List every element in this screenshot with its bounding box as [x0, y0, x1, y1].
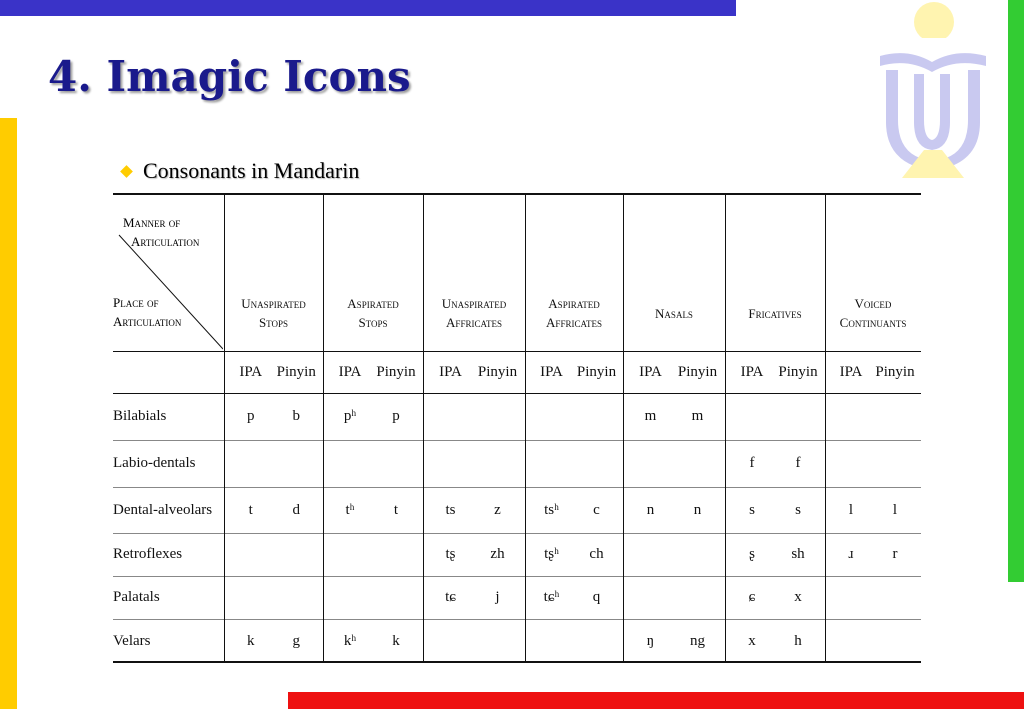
right-accent-bar — [1008, 0, 1024, 582]
manner-header-line: Aspirated — [347, 296, 399, 311]
pinyin-cell: d — [292, 501, 300, 518]
subheader-ipa: IPA — [338, 363, 362, 380]
ipa-cell — [226, 440, 276, 487]
manner-header-line: Affricates — [546, 315, 602, 330]
manner-header — [725, 285, 825, 341]
slide-title: 4. Imagic Icons — [48, 52, 411, 101]
pinyin-cell — [371, 440, 421, 487]
table-column-rule — [224, 193, 225, 663]
manner-header-line: Continuants — [839, 315, 907, 330]
pinyin-cell — [472, 440, 523, 487]
ipa-cell — [425, 393, 476, 440]
ipa-cell: tɕ — [445, 589, 456, 605]
ipa-cell — [226, 576, 276, 619]
pinyin-cell: s — [795, 501, 801, 518]
pinyin-cell — [272, 440, 322, 487]
subheader-pinyin: Pinyin — [576, 363, 617, 380]
ipa-cell: tʂ — [445, 546, 456, 562]
ipa-cell: m — [644, 408, 657, 424]
table-column-rule — [525, 193, 526, 663]
subheader-ipa: IPA — [239, 363, 263, 380]
subheader-ipa: IPA — [439, 363, 462, 380]
place-label: Velars — [113, 632, 151, 649]
corner-place-line-1: Place of — [113, 295, 159, 310]
ipa-cell: l — [848, 501, 854, 518]
table-column-rule — [423, 193, 424, 663]
ipa-cell: ʂ — [749, 546, 755, 562]
manner-header-line: Unaspirated — [241, 296, 306, 311]
diamond-bullet-icon — [120, 165, 133, 178]
ipa-cell — [625, 440, 676, 487]
ipa-cell: x — [748, 632, 756, 649]
subheader-pinyin: Pinyin — [875, 363, 915, 380]
pinyin-cell: ch — [589, 546, 604, 562]
manner-header — [323, 285, 423, 341]
pinyin-cell: m — [691, 408, 704, 424]
pinyin-cell: ng — [690, 632, 705, 649]
ipa-cell — [625, 576, 676, 619]
pinyin-cell: x — [794, 589, 802, 605]
pinyin-cell: r — [892, 546, 898, 562]
ipa-cell: tɕʰ — [543, 589, 560, 605]
subheader-pinyin: Pinyin — [677, 363, 718, 380]
ipa-cell: p — [247, 408, 255, 424]
consonant-table — [113, 193, 921, 663]
pinyin-cell: n — [693, 501, 702, 518]
pinyin-cell — [672, 576, 723, 619]
ipa-cell: k — [247, 632, 255, 649]
ipa-cell — [527, 619, 576, 663]
pinyin-cell: f — [795, 455, 801, 471]
corner-place-line-2: Articulation — [113, 314, 182, 329]
subheader-pinyin: Pinyin — [477, 363, 518, 380]
ipa-cell — [527, 393, 576, 440]
bullet-text: Consonants in Mandarin — [143, 158, 360, 183]
ipa-cell: pʰ — [343, 408, 357, 424]
top-accent-bar — [0, 0, 736, 16]
ipa-cell — [226, 533, 276, 576]
ipa-cell: tsʰ — [544, 501, 559, 518]
pinyin-cell: h — [794, 632, 802, 649]
ipa-cell — [425, 440, 476, 487]
pinyin-cell — [472, 619, 523, 663]
pinyin-cell — [572, 619, 621, 663]
ipa-cell — [727, 393, 777, 440]
subheader-ipa: IPA — [639, 363, 662, 380]
pinyin-cell: b — [292, 408, 300, 424]
place-label: Bilabials — [113, 408, 167, 424]
pinyin-cell: zh — [490, 546, 505, 562]
pinyin-cell: z — [494, 501, 501, 518]
ipa-cell — [325, 533, 375, 576]
table-column-rule — [825, 193, 826, 663]
manner-header-line: Affricates — [446, 315, 502, 330]
ipa-cell — [827, 576, 875, 619]
pinyin-cell: q — [592, 589, 601, 605]
pinyin-cell: t — [393, 501, 399, 518]
place-label: Retroflexes — [113, 546, 183, 562]
place-label: Labio-dentals — [113, 455, 196, 471]
pinyin-cell — [371, 576, 421, 619]
manner-header — [623, 285, 725, 341]
pinyin-cell — [672, 440, 723, 487]
ipa-cell — [625, 533, 676, 576]
ipa-cell: ɕ — [748, 589, 756, 605]
corner-manner-line-1: Manner of — [123, 215, 181, 230]
ipa-cell: ŋ — [646, 632, 655, 649]
ipa-cell — [827, 619, 875, 663]
manner-header — [423, 285, 525, 341]
pinyin-cell — [472, 393, 523, 440]
left-accent-bar — [0, 118, 17, 709]
ipa-cell: tʂʰ — [544, 546, 559, 562]
pinyin-cell — [773, 393, 823, 440]
ipa-cell — [827, 393, 875, 440]
manner-header-line: Stops — [258, 315, 289, 330]
pinyin-cell — [572, 440, 621, 487]
manner-header — [825, 285, 921, 341]
ipa-cell — [425, 619, 476, 663]
manner-header — [224, 285, 323, 341]
pinyin-cell: l — [892, 501, 898, 518]
ipa-cell: s — [749, 501, 755, 518]
subheader-ipa: IPA — [839, 363, 863, 380]
subheader-ipa: IPA — [740, 363, 764, 380]
manner-header-line: Voiced — [854, 296, 892, 311]
pinyin-cell — [371, 533, 421, 576]
ipa-cell: f — [749, 455, 755, 471]
place-label: Palatals — [113, 589, 160, 605]
pinyin-cell — [871, 440, 919, 487]
pinyin-cell: sh — [791, 546, 805, 562]
manner-header-line: Nasals — [655, 305, 693, 321]
pinyin-cell: p — [392, 408, 400, 424]
pinyin-cell — [871, 619, 919, 663]
pinyin-cell: j — [495, 589, 500, 605]
pinyin-cell — [572, 393, 621, 440]
bottom-accent-bar — [288, 692, 1024, 709]
bullet-item — [122, 158, 359, 184]
ipa-cell: t — [248, 501, 253, 518]
corner-manner-line-2: Articulation — [131, 234, 200, 249]
table-top-rule — [113, 193, 921, 195]
pinyin-cell — [672, 533, 723, 576]
pinyin-cell: k — [392, 632, 400, 649]
ipa-cell: ɹ — [848, 546, 854, 562]
pinyin-cell — [871, 393, 919, 440]
manner-header-line: Stops — [358, 315, 388, 330]
ipa-cell: n — [646, 501, 655, 518]
subheader-ipa: IPA — [540, 363, 563, 380]
table-column-rule — [725, 193, 726, 663]
manner-header-line: Unaspirated — [441, 296, 507, 311]
ipa-cell: tʰ — [345, 501, 355, 518]
pinyin-cell — [272, 533, 322, 576]
ipa-cell: ts — [445, 501, 456, 518]
pinyin-cell: g — [292, 632, 300, 649]
table-column-rule — [323, 193, 324, 663]
pinyin-cell — [871, 576, 919, 619]
place-label: Dental-alveolars — [113, 501, 213, 518]
ipa-cell — [325, 576, 375, 619]
manner-header — [525, 285, 623, 341]
pinyin-cell — [272, 576, 322, 619]
manner-header-line: Fricatives — [748, 305, 802, 321]
subheader-pinyin: Pinyin — [376, 363, 416, 380]
subheader-pinyin: Pinyin — [778, 363, 818, 380]
ipa-cell — [827, 440, 875, 487]
ipa-cell — [527, 440, 576, 487]
corner-manner-label — [123, 213, 199, 251]
ipa-cell: kʰ — [343, 632, 357, 649]
table-column-rule — [623, 193, 624, 663]
university-emblem-icon — [868, 0, 998, 182]
subheader-pinyin: Pinyin — [276, 363, 316, 380]
ipa-cell — [325, 440, 375, 487]
manner-header-line: Aspirated — [548, 296, 600, 311]
corner-place-label — [113, 293, 181, 331]
pinyin-cell: c — [593, 501, 600, 518]
